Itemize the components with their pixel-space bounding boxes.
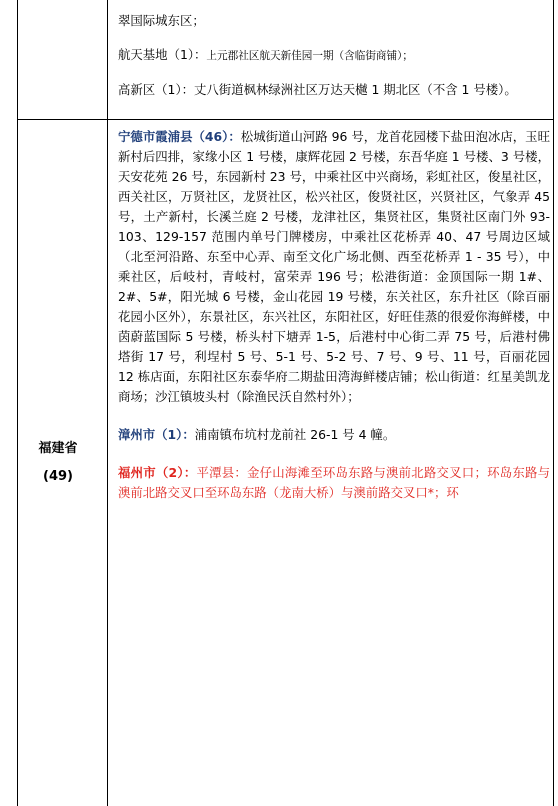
area-count: （1）： (167, 47, 207, 62)
prev-line-3 (118, 80, 554, 100)
previous-row-content (118, 11, 554, 100)
table-border-right (553, 0, 554, 806)
row-divider (17, 119, 554, 120)
area-count: （1）： (155, 82, 195, 97)
city-detail: 浦南镇布坑村龙前社 26-1 号 4 幢。 (194, 427, 396, 442)
table-column-divider (107, 0, 108, 806)
area-detail: 丈八街道枫林绿洲社区万达天樾 1 期北区（不含 1 号楼）。 (194, 82, 517, 97)
city-label: 宁德市霞浦县（46）： (118, 129, 241, 144)
ningde-entry (118, 127, 550, 407)
risk-area-list (118, 127, 550, 503)
city-label: 漳州市（1）： (118, 427, 195, 442)
prev-line-2 (118, 45, 554, 66)
city-detail: 平潭县：金仔山海滩至环岛东路与澳前北路交叉口；环岛东路与澳前北路交叉口至环岛东路（龙南大桥）与澳前路交叉口*；环 (118, 465, 551, 500)
area-detail: 上元郡社区航天新佳园一期（含临街商铺）； (206, 50, 413, 62)
zhangzhou-entry (118, 425, 550, 445)
province-count: (49) (43, 469, 73, 484)
area-label: 航天基地 (118, 47, 168, 62)
city-detail: 松城街道山河路 96 号，龙首花园楼下盐田泡冰店，玉旺新村后四排，家缘小区 1 号楼，康辉花园 2 号楼，东吾华庭 1 号楼、3 号楼，天安花苑 26 号，东园新村 23 号，中乘社区中兴商场，彩虹社区，俊星社区，西关社区，万贤社区，龙贤社区，松兴社区，俊贤社区，兴贤社区，气象弄 45 号，土产新村，长溪兰庭 2 号楼，龙津社区，集贤社区，集贤社区南门外 93-103、129-157 范围内单号门牌楼房，中乘社区花桥弄 40、47 号周边区域（北至河沿路、东至中心弄、南至文化广场北侧、西至花桥弄 1 - 35 号），中乘社区，后岐村，青岐村，富荣弄 196 号；松港街道：金顶国际一期 1#、2#、5#，阳光城 6 号楼，金山花园 19 号楼，东关社区，东升社区（除百丽花园小区外），东景社区，东兴社区，东阳社区，好旺佳蒸的很爱你海鲜楼，中茵蔚蓝国际 5 号楼，桥头村下塘弄 1-5，后港村中心街二弄 75 号，后港村佛塔街 17 号，利埕村 5 号、5-1 号、5-2 号、7 号、9 号、11 号，百丽花园 12 栋店面，东阳社区东泰华府二期盐田湾海鲜楼店铺；松山街道：红星美凯龙商场；沙江镇坡头村（除渔民沃自然村外）； (118, 129, 550, 404)
city-label: 福州市（2）： (118, 465, 197, 480)
prev-line-1: 翠国际城东区； (118, 13, 205, 28)
province-name: 福建省 (38, 441, 78, 456)
table-border-left (17, 0, 18, 806)
area-label: 高新区 (118, 82, 156, 97)
fuzhou-entry (118, 463, 550, 503)
province-cell (30, 435, 86, 491)
